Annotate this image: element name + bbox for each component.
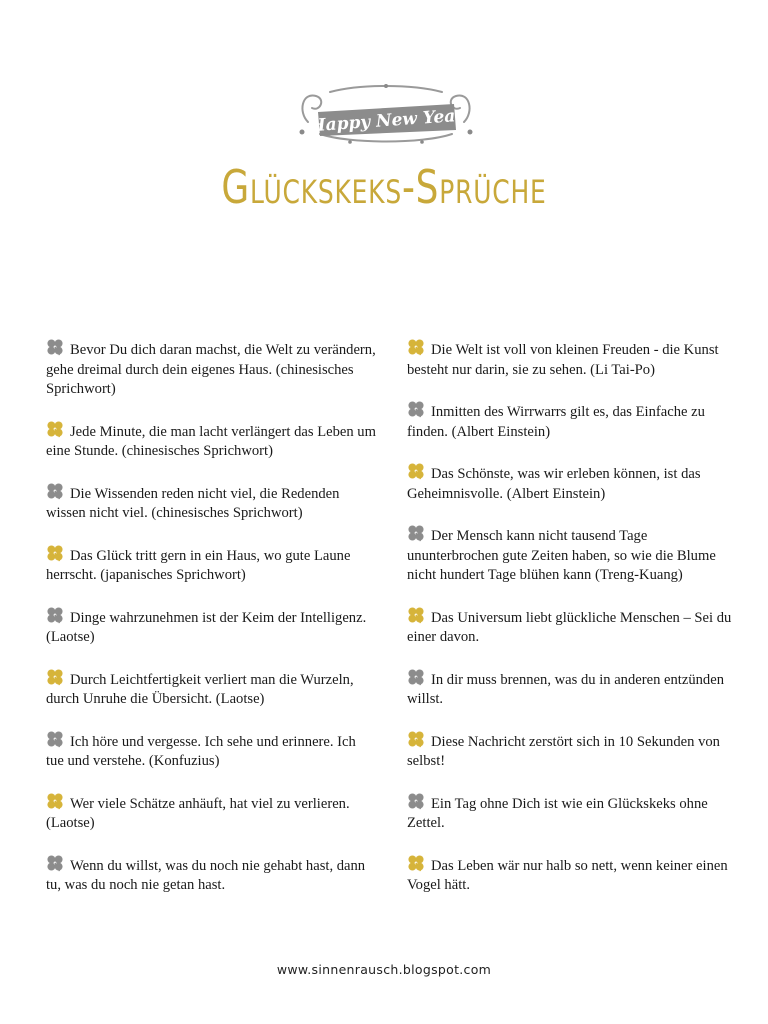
clover-icon xyxy=(46,338,64,356)
quote-item xyxy=(407,668,737,710)
quote-text: Wer viele Schätze anhäuft, hat viel zu verlieren. (Laotse) xyxy=(46,795,350,831)
clover-icon xyxy=(407,854,425,872)
clover-icon xyxy=(407,524,425,542)
clover-icon xyxy=(407,792,425,810)
quote-item xyxy=(46,338,376,400)
quote-text: Jede Minute, die man lacht verlängert das Leben um eine Stunde. (chinesisches Sprichwort) xyxy=(46,423,376,459)
clover-icon xyxy=(46,730,64,748)
footer-url: www.sinnenrausch.blogspot.com xyxy=(276,962,492,977)
quotes-right-column xyxy=(407,338,737,916)
happy-new-year-logo xyxy=(290,82,482,148)
page-title: Glückskeks-Sprüche xyxy=(221,160,547,214)
clover-icon xyxy=(46,420,64,438)
quote-text: Die Wissenden reden nicht viel, die Redenden wissen nicht viel. (chinesisches Sprichwort) xyxy=(46,485,340,521)
quote-item xyxy=(46,854,376,896)
quote-text: Wenn du willst, was du noch nie gehabt hast, dann tu, was du noch nie getan hast. xyxy=(46,857,366,893)
clover-icon xyxy=(407,400,425,418)
quote-text: Das Schönste, was wir erleben können, ist das Geheimnisvolle. (Albert Einstein) xyxy=(407,466,701,502)
quote-text: Diese Nachricht zerstört sich in 10 Sekunden von selbst! xyxy=(407,733,720,769)
clover-icon xyxy=(46,854,64,872)
clover-icon xyxy=(46,482,64,500)
quote-item xyxy=(407,730,737,772)
clover-icon xyxy=(407,606,425,624)
quote-text: Das Leben wär nur halb so nett, wenn keiner einen Vogel hätt. xyxy=(407,857,728,893)
clover-icon xyxy=(407,730,425,748)
quote-text: Ein Tag ohne Dich ist wie ein Glückskeks ohne Zettel. xyxy=(407,795,708,831)
quote-text: Bevor Du dich daran machst, die Welt zu verändern, gehe dreimal durch dein eigenes Haus. (chinesisches Sprichwort) xyxy=(46,342,376,397)
quote-item xyxy=(407,338,737,380)
quote-item xyxy=(46,792,376,834)
clover-icon xyxy=(407,338,425,356)
quote-item xyxy=(46,668,376,710)
quote-item xyxy=(407,462,737,504)
quotes-left-column xyxy=(46,338,376,916)
quote-item xyxy=(407,854,737,896)
quote-text: In dir muss brennen, was du in anderen entzünden willst. xyxy=(407,671,725,707)
clover-icon xyxy=(46,668,64,686)
quote-text: Dinge wahrzunehmen ist der Keim der Intelligenz. (Laotse) xyxy=(46,609,367,645)
clover-icon xyxy=(46,792,64,810)
quote-text: Die Welt ist voll von kleinen Freuden - die Kunst besteht nur darin, sie zu sehen. (Li Tai-Po) xyxy=(407,342,719,378)
quote-item xyxy=(46,544,376,586)
quote-item xyxy=(407,524,737,586)
quote-item xyxy=(407,606,737,648)
clover-icon xyxy=(46,606,64,624)
clover-icon xyxy=(407,462,425,480)
quote-text: Das Universum liebt glückliche Menschen – Sei du einer davon. xyxy=(407,609,732,645)
clover-icon xyxy=(46,544,64,562)
quote-item xyxy=(407,400,737,442)
quote-item xyxy=(46,730,376,772)
logo-text: Happy New Year xyxy=(308,105,465,137)
clover-icon xyxy=(407,668,425,686)
quote-item xyxy=(46,606,376,648)
quote-item xyxy=(407,792,737,834)
quote-text: Inmitten des Wirrwarrs gilt es, das Einfache zu finden. (Albert Einstein) xyxy=(407,404,705,440)
quote-item xyxy=(46,420,376,462)
quote-text: Das Glück tritt gern in ein Haus, wo gute Laune herrscht. (japanisches Sprichwort) xyxy=(46,547,351,583)
quote-text: Der Mensch kann nicht tausend Tage ununterbrochen gute Zeiten haben, so wie die Blume nicht hundert Tage blühen kann (Treng-Kuang) xyxy=(407,528,716,583)
quote-item xyxy=(46,482,376,524)
quote-text: Ich höre und vergesse. Ich sehe und erinnere. Ich tue und verstehe. (Konfuzius) xyxy=(46,733,356,769)
quote-text: Durch Leichtfertigkeit verliert man die Wurzeln, durch Unruhe die Übersicht. (Laotse) xyxy=(46,671,354,707)
